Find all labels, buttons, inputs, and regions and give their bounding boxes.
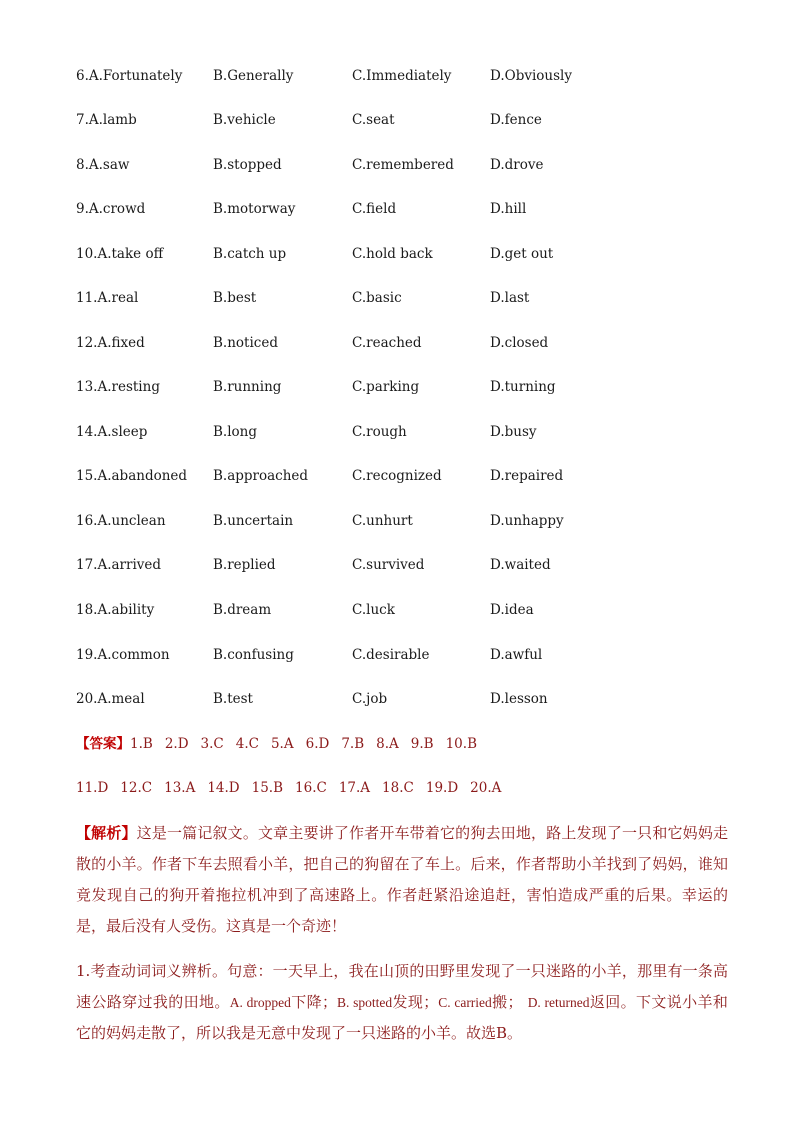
option-c: C.job <box>352 691 388 707</box>
answer-item: 6.D <box>305 736 330 752</box>
option-b: B.running <box>213 379 282 395</box>
option-a: 11.A.real <box>76 290 139 306</box>
explanation-lead: 1.考查动词词义辨析。句意：一天早上，我在山顶的田野里发现了一只迷路的小羊，那里有一条高速公路穿过我的田地。 <box>76 962 728 1011</box>
option-b: B.catch up <box>213 246 287 262</box>
question-row-12 <box>76 333 736 353</box>
option-b: B.test <box>213 691 253 707</box>
answer-item: 12.C <box>120 780 153 796</box>
option-c: C.recognized <box>352 468 442 484</box>
option-d: D.last <box>490 290 530 306</box>
option-c: C.survived <box>352 557 425 573</box>
answer-item: 20.A <box>470 780 502 796</box>
option-a-cn: 下降； <box>290 993 337 1011</box>
answer-item: 11.D <box>76 780 109 796</box>
answer-item: 7.B <box>341 736 365 752</box>
question-row-11 <box>76 288 736 308</box>
option-d: D.turning <box>490 379 556 395</box>
answer-item: 9.B <box>410 736 434 752</box>
option-b: B.noticed <box>213 335 278 351</box>
answer-line-1 <box>76 734 736 754</box>
option-c-en: C. carried <box>438 995 492 1010</box>
answer-item: 2.D <box>164 736 189 752</box>
option-b: B.uncertain <box>213 513 294 529</box>
answer-item: 19.D <box>425 780 459 796</box>
option-c: C.field <box>352 201 397 217</box>
option-a: 16.A.unclean <box>76 513 166 529</box>
option-d-en: D. returned <box>527 995 590 1010</box>
option-b: B.confusing <box>213 647 294 663</box>
answer-item: 13.A <box>164 780 196 796</box>
option-b: B.stopped <box>213 157 282 173</box>
option-b: B.dream <box>213 602 272 618</box>
answer-item: 8.A <box>376 736 399 752</box>
answer-item: 5.A <box>270 736 294 752</box>
answer-item: 10.B <box>445 736 477 752</box>
analysis-text: 这是一篇记叙文。文章主要讲了作者开车带着它的狗去田地，路上发现了一只和它妈妈走散的小羊。作者下车去照看小羊，把自己的狗留在了车上。后来，作者帮助小羊找到了妈妈，谁知竟发现自己的狗开着拖拉机冲到了高速路上。作者赶紧沿途追赶，害怕造成严重的后果。幸运的是，最后没有人受伤。这真是一个奇迹！ <box>76 824 728 935</box>
option-b: B.Generally <box>213 68 294 84</box>
answer-label: 【答案】 <box>76 736 130 752</box>
option-c: C.seat <box>352 112 395 128</box>
question-1-explanation <box>76 956 728 1049</box>
option-d: D.idea <box>490 602 534 618</box>
option-b: B.long <box>213 424 257 440</box>
option-a: 13.A.resting <box>76 379 160 395</box>
option-d: D.get out <box>490 246 554 262</box>
option-c: C.hold back <box>352 246 433 262</box>
option-d: D.unhappy <box>490 513 564 529</box>
option-b: B.vehicle <box>213 112 276 128</box>
answer-item: 3.C <box>200 736 224 752</box>
question-row-13 <box>76 377 736 397</box>
option-d: D.fence <box>490 112 542 128</box>
analysis-paragraph <box>76 818 728 942</box>
answer-item: 16.C <box>295 780 327 796</box>
option-d: D.repaired <box>490 468 564 484</box>
option-d: D.lesson <box>490 691 548 707</box>
option-b: B.approached <box>213 468 309 484</box>
option-d: D.waited <box>490 557 551 573</box>
question-row-16 <box>76 511 736 531</box>
option-d: D.awful <box>490 647 543 663</box>
option-d: D.hill <box>490 201 527 217</box>
question-row-18 <box>76 600 736 620</box>
option-c: C.parking <box>352 379 420 395</box>
option-c: C.reached <box>352 335 422 351</box>
option-a: 19.A.common <box>76 647 170 663</box>
option-a: 9.A.crowd <box>76 201 146 217</box>
option-b: B.best <box>213 290 257 306</box>
explanation-tail: 下文说小羊和它的妈妈走散了，所以我是无意中发现了一只迷路的小羊。故选B。 <box>76 993 728 1042</box>
option-b: B.replied <box>213 557 276 573</box>
option-d-cn: 返回。 <box>589 993 637 1011</box>
question-row-7 <box>76 110 736 130</box>
option-c: C.remembered <box>352 157 454 173</box>
option-a: 8.A.saw <box>76 157 130 173</box>
question-row-9 <box>76 199 736 219</box>
option-c: C.desirable <box>352 647 430 663</box>
option-a: 12.A.fixed <box>76 335 145 351</box>
option-a: 6.A.Fortunately <box>76 68 183 84</box>
question-row-20 <box>76 689 736 709</box>
answer-item: 4.C <box>235 736 259 752</box>
option-b-cn: 发现； <box>392 993 439 1011</box>
option-d: D.closed <box>490 335 549 351</box>
option-d: D.busy <box>490 424 537 440</box>
option-d: D.drove <box>490 157 544 173</box>
option-c: C.basic <box>352 290 402 306</box>
answer-item: 15.B <box>251 780 284 796</box>
option-a: 15.A.abandoned <box>76 468 188 484</box>
question-row-8 <box>76 155 736 175</box>
option-d: D.Obviously <box>490 68 572 84</box>
option-c: C.rough <box>352 424 407 440</box>
option-c: C.Immediately <box>352 68 452 84</box>
question-row-6 <box>76 66 736 86</box>
option-c: C.unhurt <box>352 513 413 529</box>
option-a: 17.A.arrived <box>76 557 162 573</box>
option-a: 10.A.take off <box>76 246 164 262</box>
answer-line-2 <box>76 778 736 798</box>
option-a-en: A. dropped <box>229 995 291 1010</box>
option-a: 14.A.sleep <box>76 424 148 440</box>
analysis-label: 【解析】 <box>76 824 137 842</box>
question-row-17 <box>76 555 736 575</box>
answer-item: 14.D <box>207 780 240 796</box>
question-row-19 <box>76 645 736 665</box>
question-row-10 <box>76 244 736 264</box>
question-row-15 <box>76 466 736 486</box>
answer-item: 17.A <box>338 780 371 796</box>
option-c: C.luck <box>352 602 395 618</box>
question-row-14 <box>76 422 736 442</box>
option-a: 7.A.lamb <box>76 112 137 128</box>
option-b: B.motorway <box>213 201 296 217</box>
option-c-cn: 搬； <box>491 993 523 1011</box>
option-b-en: B. spotted <box>336 995 393 1010</box>
answer-item: 18.C <box>382 780 414 796</box>
option-a: 18.A.ability <box>76 602 155 618</box>
answer-item: 1.B <box>130 736 153 752</box>
option-a: 20.A.meal <box>76 691 145 707</box>
